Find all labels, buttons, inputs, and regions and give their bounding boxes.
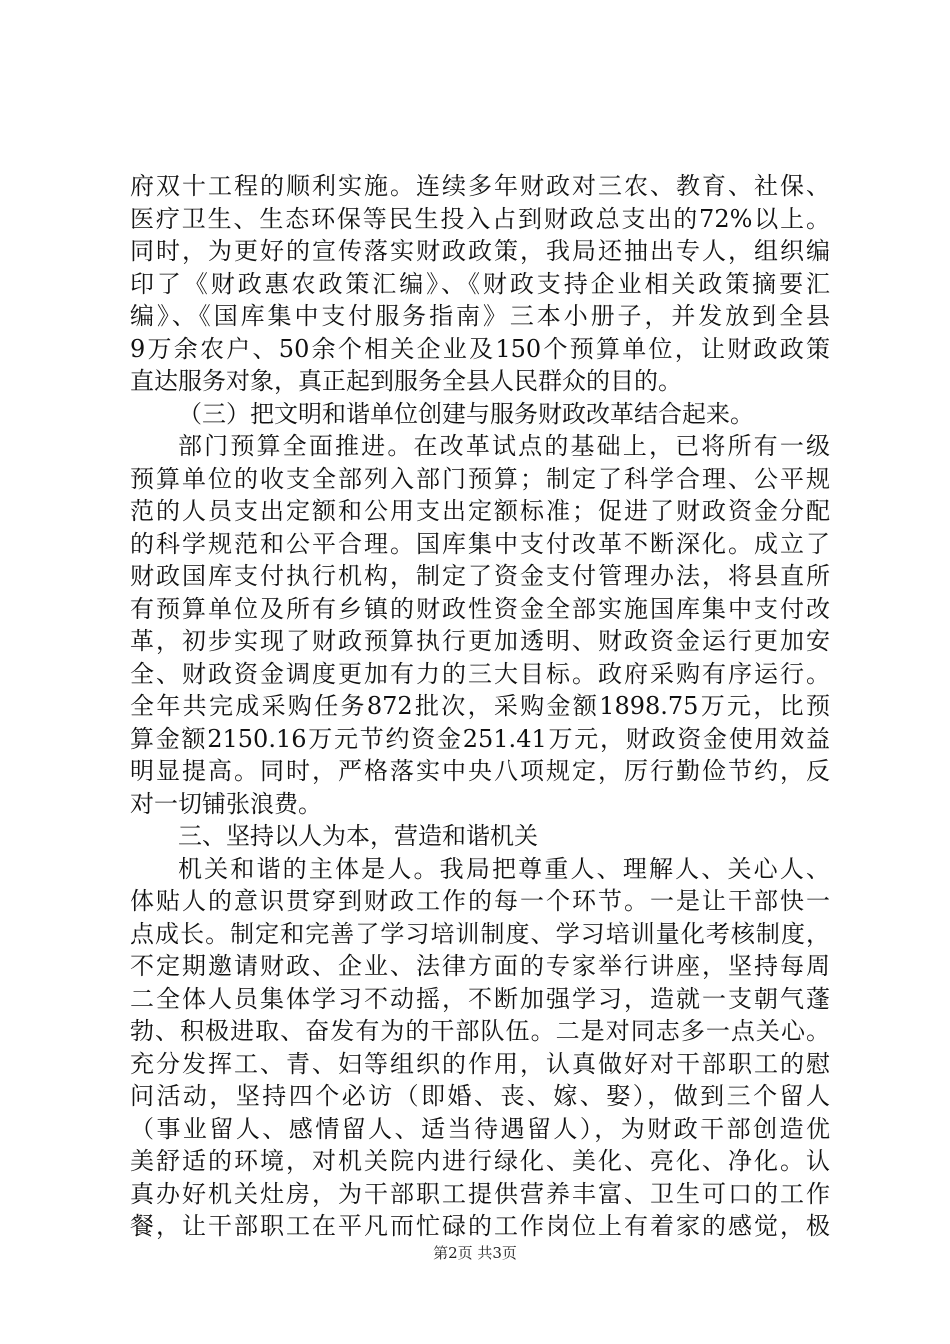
text-line: 对一切铺张浪费。: [130, 789, 322, 818]
text-line: 美舒适的环境，对机关院内进行绿化、美化、亮化、净化。认: [130, 1147, 830, 1175]
text-line: 直达服务对象，真正起到服务全县人民群众的目的。: [130, 367, 682, 395]
text-line: 9万余农户、50余个相关企业及150个预算单位，让财政政策: [130, 334, 830, 363]
text-line: 体贴人的意识贯穿到财政工作的每一个环节。一是让干部快一: [130, 887, 830, 915]
text-line: 有预算单位及所有乡镇的财政性资金全部实施国库集中支付改: [130, 594, 830, 623]
text-line: 真办好机关灶房，为干部职工提供营养丰富、卫生可口的工作: [130, 1179, 830, 1208]
text-line: 明显提高。同时，严格落实中央八项规定，厉行勤俭节约，反: [130, 757, 830, 785]
text-line: 二全体人员集体学习不动摇，不断加强学习，造就一支朝气蓬: [130, 984, 830, 1013]
text-line: 餐，让干部职工在平凡而忙碌的工作岗位上有着家的感觉，极: [130, 1212, 830, 1240]
text-line: 充分发挥工、青、妇等组织的作用，认真做好对干部职工的慰: [130, 1049, 830, 1078]
text-line: 不定期邀请财政、企业、法律方面的专家举行讲座，坚持每周: [130, 952, 830, 980]
text-line: 全年共完成采购任务872批次，采购金额1898.75万元，比预: [130, 692, 830, 720]
text-line: 府双十工程的顺利实施。连续多年财政对三农、教育、社保、: [130, 172, 830, 200]
text-line: （事业留人、感情留人、适当待遇留人），为财政干部创造优: [130, 1114, 830, 1143]
text-line: 革，初步实现了财政预算执行更加透明、财政资金运行更加安: [130, 627, 830, 655]
text-line: 机关和谐的主体是人。我局把尊重人、理解人、关心人、: [178, 854, 830, 883]
text-line: 范的人员支出定额和公用支出定额标准；促进了财政资金分配: [130, 497, 830, 525]
page-footer: [0, 1243, 950, 1263]
text-line: 问活动，坚持四个必访（即婚、丧、嫁、娶），做到三个留人: [130, 1082, 830, 1110]
text-line: 部门预算全面推进。在改革试点的基础上，已将所有一级: [178, 432, 830, 460]
page-number-label: 第2页 共3页: [433, 1244, 517, 1262]
section-heading: 三、坚持以人为本，营造和谐机关: [178, 822, 538, 850]
text-line: 财政国库支付执行机构，制定了资金支付管理办法，将县直所: [130, 562, 830, 590]
text-line: 医疗卫生、生态环保等民生投入占到财政总支出的72%以上。: [130, 204, 830, 233]
text-line: 编》、《国库集中支付服务指南》三本小册子，并发放到全县: [130, 302, 830, 330]
body-text: [130, 170, 830, 1243]
text-line: 印了《财政惠农政策汇编》、《财政支持企业相关政策摘要汇: [130, 269, 830, 298]
section-heading: （三）把文明和谐单位创建与服务财政改革结合起来。: [178, 399, 754, 428]
text-line: 算金额2150.16万元节约资金251.41万元，财政资金使用效益: [130, 724, 830, 753]
text-line: 的科学规范和公平合理。国库集中支付改革不断深化。成立了: [130, 529, 830, 558]
text-line: 预算单位的收支全部列入部门预算；制定了科学合理、公平规: [130, 464, 830, 493]
text-line: 点成长。制定和完善了学习培训制度、学习培训量化考核制度，: [130, 919, 830, 948]
text-line: 同时，为更好的宣传落实财政政策，我局还抽出专人，组织编: [130, 237, 830, 265]
text-line: 勃、积极进取、奋发有为的干部队伍。二是对同志多一点关心。: [130, 1017, 830, 1045]
text-line: 全、财政资金调度更加有力的三大目标。政府采购有序运行。: [130, 659, 830, 688]
